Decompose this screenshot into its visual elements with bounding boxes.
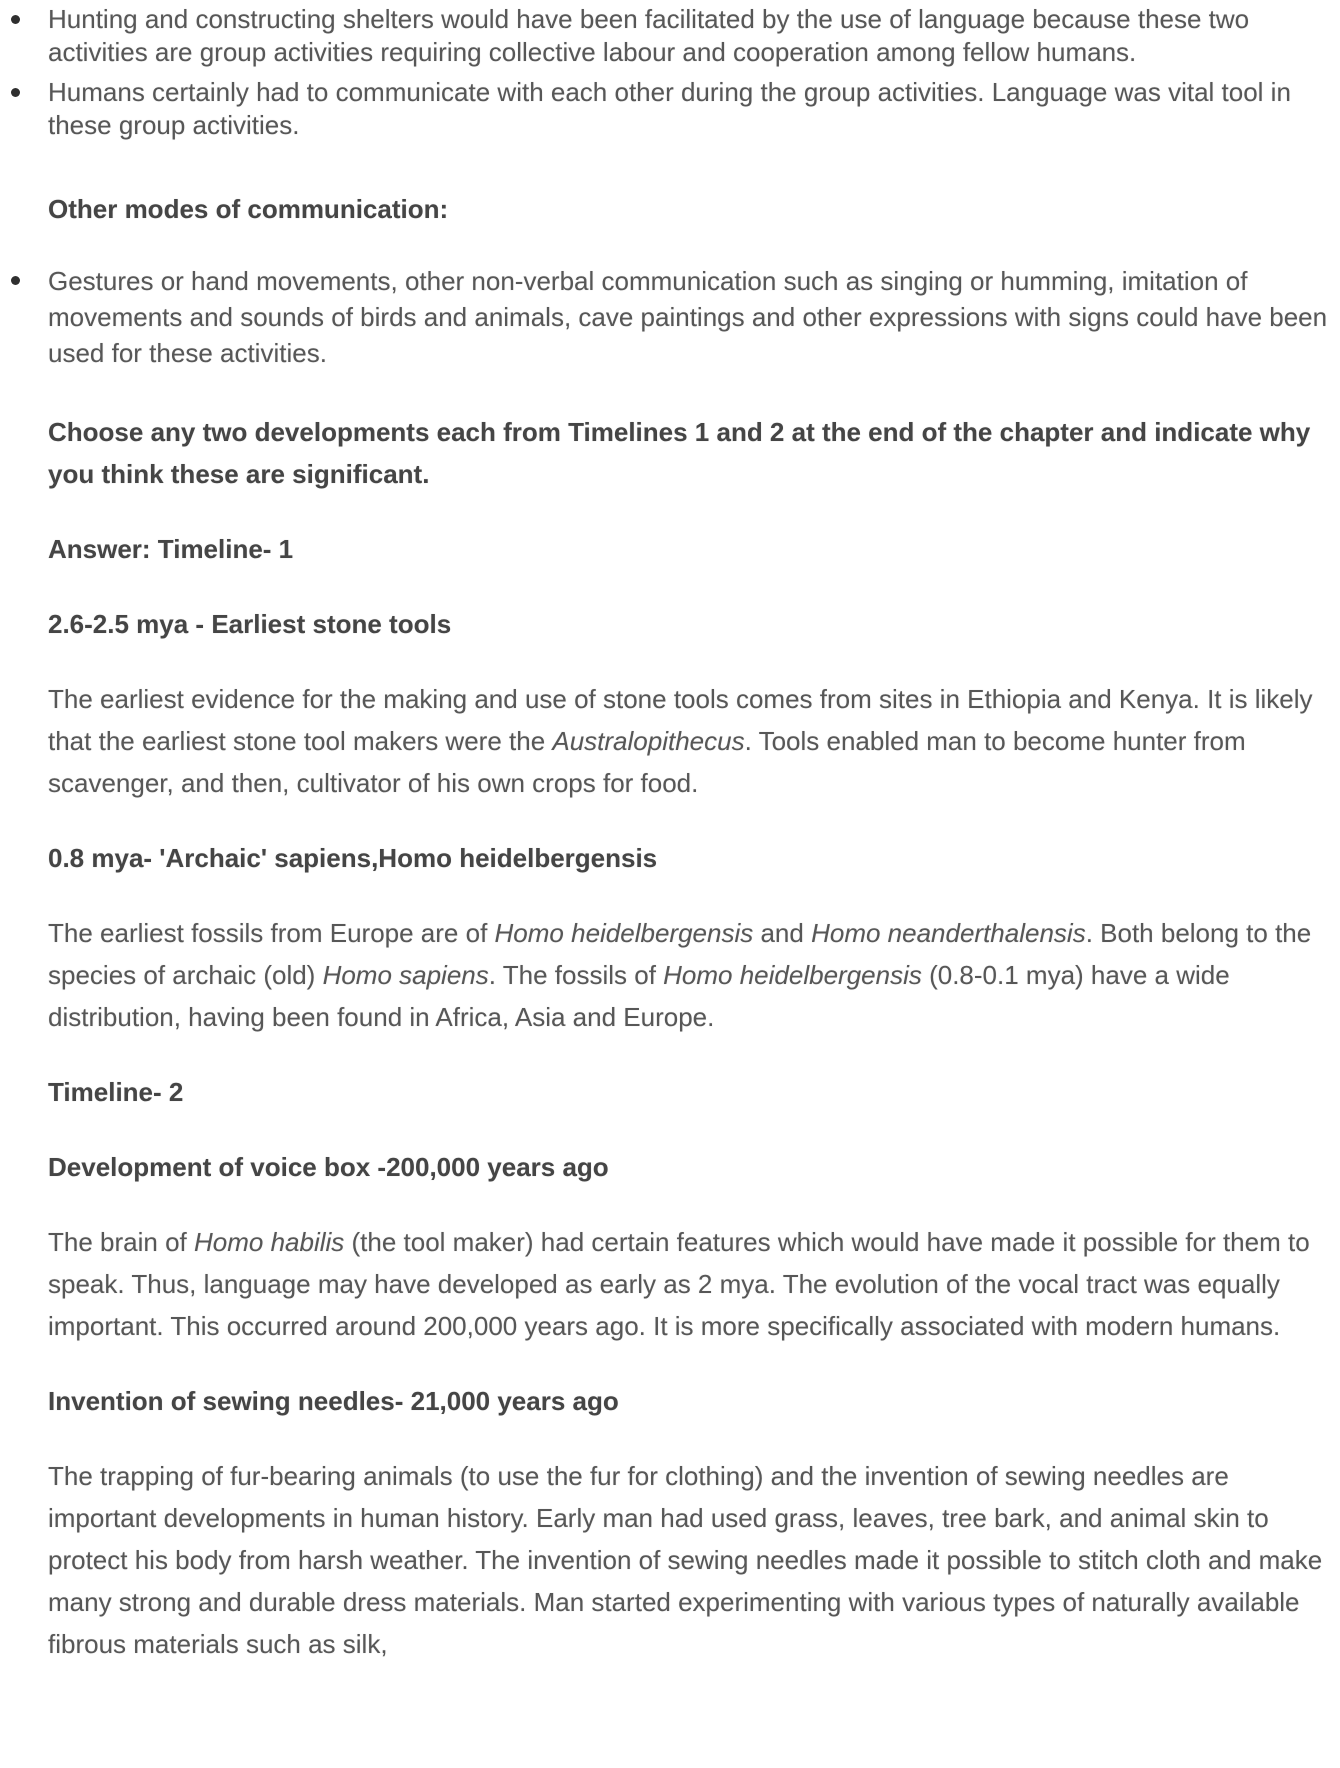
heading-sewing-needles: Invention of sewing needles- 21,000 years ago (48, 1386, 619, 1416)
text-segment: and (753, 918, 812, 948)
paragraph-earliest-stone-tools (48, 678, 1334, 804)
bullet-item: Gestures or hand movements, other non-verbal communication such as singing or humming, imitation of movements and sounds of birds and animals, cave paintings and other expressions with signs could have been used for these activities. (48, 263, 1334, 371)
text-segment: . Tools enabled man to become hunter from scavenger, and then, cultivator of his own crops for food. (48, 726, 1246, 798)
italic-text-segment: Australopithecus (552, 726, 745, 756)
paragraph-archaic-sapiens (48, 912, 1334, 1038)
heading-other-modes: Other modes of communication: (48, 194, 449, 224)
bullet-item: Humans certainly had to communicate with each other during the group activities. Language was vital tool in these group activities. (48, 76, 1334, 142)
italic-text-segment: Homo heidelbergensis (663, 960, 922, 990)
text-segment: The earliest fossils from Europe are of (48, 918, 495, 948)
heading-earliest-stone-tools: 2.6-2.5 mya - Earliest stone tools (48, 609, 452, 639)
text-segment: The earliest evidence for the making and use of stone tools comes from sites in Ethiopia and Kenya. It is likely that the earliest stone tool makers were the (48, 684, 1313, 756)
bullet-list-language (48, 3, 1334, 142)
bullet-list-other-modes (48, 263, 1334, 371)
italic-text-segment: Homo habilis (193, 1227, 345, 1257)
bullet-item: Hunting and constructing shelters would have been facilitated by the use of language because these two activities are group activities requiring collective labour and cooperation among fellow humans. (48, 3, 1334, 69)
text-segment: (0.8-0.1 mya) have a wide distribution, having been found in Africa, Asia and Europe. (48, 960, 1230, 1032)
heading-voice-box: Development of voice box -200,000 years ago (48, 1152, 609, 1182)
paragraph-sewing-needles (48, 1455, 1334, 1665)
heading-archaic-sapiens: 0.8 mya- 'Archaic' sapiens,Homo heidelbergensis (48, 843, 658, 873)
question-text: Choose any two developments each from Timelines 1 and 2 at the end of the chapter and indicate why you think these are significant. (48, 417, 1311, 489)
text-segment: The brain of (48, 1227, 194, 1257)
paragraph-voice-box (48, 1221, 1334, 1347)
text-segment: . The fossils of (488, 960, 664, 990)
text-segment: (the tool maker) had certain features which would have made it possible for them to speak. Thus, language may have developed as early as 2 mya. The evolution of the vocal tract was equally important. This occurred around 200,000 years ago. It is more specifically associated with modern humans. (48, 1227, 1310, 1341)
text-segment: The trapping of fur-bearing animals (to use the fur for clothing) and the invention of sewing needles are important developments in human history. Early man had used grass, leaves, tree bark, and animal skin to protect his body from harsh weather. The invention of sewing needles made it possible to stitch cloth and make many strong and durable dress materials. Man started experimenting with various types of naturally available fibrous materials such as silk, (48, 1461, 1323, 1659)
text-segment: . Both belong to the species of archaic (old) (48, 918, 1312, 990)
italic-text-segment: Homo neanderthalensis (811, 918, 1086, 948)
answer-label: Answer: Timeline- 1 (48, 534, 294, 564)
heading-timeline-2: Timeline- 2 (48, 1077, 184, 1107)
italic-text-segment: Homo sapiens (322, 960, 489, 990)
italic-text-segment: Homo heidelbergensis (494, 918, 754, 948)
